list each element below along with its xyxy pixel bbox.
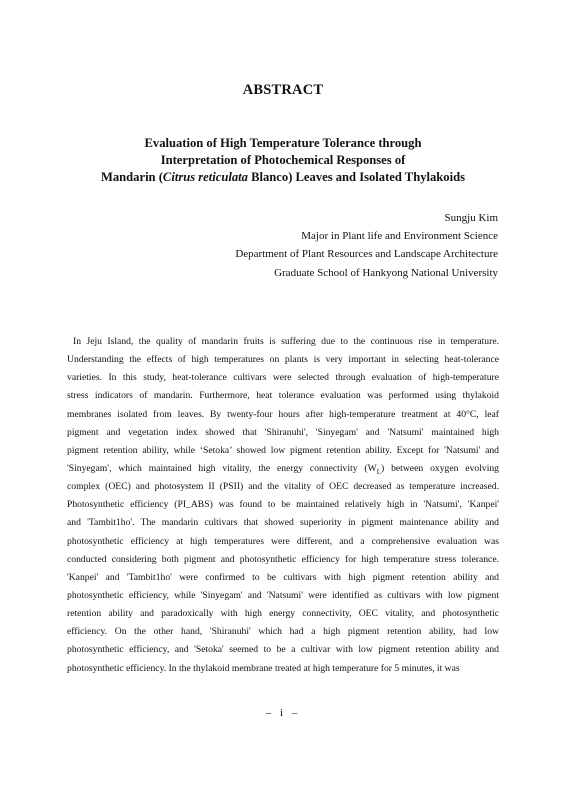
body-line: and 'Tambit1ho'. The mandarin cultivars that showed superiority in pigment maintenance ability and	[67, 517, 499, 529]
body-line: pigment retention ability, while ‘Setoka’ showed low pigment retention ability. Except for 'Natsumi' and	[67, 444, 499, 456]
abstract-heading: ABSTRACT	[242, 82, 324, 98]
body-line: efficiency. On the other hand, 'Shiranuhi' which had a high pigment retention ability, had low	[67, 626, 499, 638]
body-line: pigment and vegetation index showed that 'Shiranuhi', 'Sinyegam' and 'Natsumi' maintained high	[67, 426, 499, 438]
body-line: stress indicators of mandarin. Furthermore, heat tolerance evaluation was performed using thylakoid	[67, 390, 499, 402]
title-line-3-post: Blanco) Leaves and Isolated Thylakoids	[247, 170, 466, 184]
author-block	[235, 209, 498, 282]
body-line-8-post: ) between oxygen evolving	[380, 462, 499, 474]
author-name: Sungju Kim	[444, 212, 498, 224]
body-line: In Jeju Island, the quality of mandarin fruits is suffering due to the continuous rise in temperature.	[73, 336, 499, 347]
title-species-name: Citrus reticulata	[162, 170, 248, 184]
body-line: membranes isolated from leaves. By twenty-four hours after high-temperature treatment at 40°C, leaf	[67, 408, 499, 420]
abstract-body	[67, 333, 499, 678]
body-line: complex (OEC) and photosystem II (PSII) and the vitality of OEC decreased as temperature increased.	[67, 481, 499, 493]
body-line: Understanding the effects of high temperatures on plants is very important in selecting heat-tolerance	[67, 354, 499, 366]
title-line-3	[0, 169, 566, 186]
body-line: Photosynthetic efficiency (PI_ABS) was found to be maintained relatively high in 'Natsumi', 'Kanpei'	[67, 499, 499, 511]
body-line: conducted considering both pigment and photosynthetic efficiency for high temperature stress tolerance.	[67, 553, 499, 565]
title-line-1: Evaluation of High Temperature Tolerance through	[144, 136, 422, 150]
body-line: 'Kanpei' and 'Tambit1ho' were confirmed to be cultivars with high pigment retention ability and	[67, 571, 499, 583]
body-line: retention ability and paradoxically with high energy connectivity, OEC vitality, and photosynthetic	[67, 608, 499, 620]
author-major: Major in Plant life and Environment Science	[301, 230, 498, 243]
body-line-8-pre: 'Sinyegam', which maintained high vitality, the energy connectivity (W	[67, 462, 377, 474]
body-line: photosynthetic efficiency at high temperatures were different, and a comprehensive evaluation was	[67, 535, 499, 547]
body-line: varieties. In this study, heat-tolerance cultivars were selected through evaluation of high-temperature	[67, 372, 499, 384]
body-line: photosynthetic efficiency, and 'Setoka' seemed to be a cultivar with low pigment retention ability and	[67, 644, 499, 656]
body-line: photosynthetic efficiency. In the thylakoid membrane treated at high temperature for 5 minutes, it was	[67, 662, 460, 674]
title-line-3-pre: Mandarin (	[100, 170, 163, 184]
subscript-l: L	[376, 467, 381, 476]
paper-title	[0, 135, 566, 186]
body-line: photosynthetic efficiency, while 'Sinyegam' and 'Natsumi' were identified as cultivars with low pigment	[67, 589, 499, 601]
page-number: – i –	[265, 707, 301, 719]
author-school: Graduate School of Hankyong National University	[274, 266, 498, 279]
body-line-with-subscript	[67, 460, 499, 478]
title-line-2: Interpretation of Photochemical Responses of	[160, 153, 406, 167]
author-department: Department of Plant Resources and Landscape Architecture	[235, 248, 498, 261]
